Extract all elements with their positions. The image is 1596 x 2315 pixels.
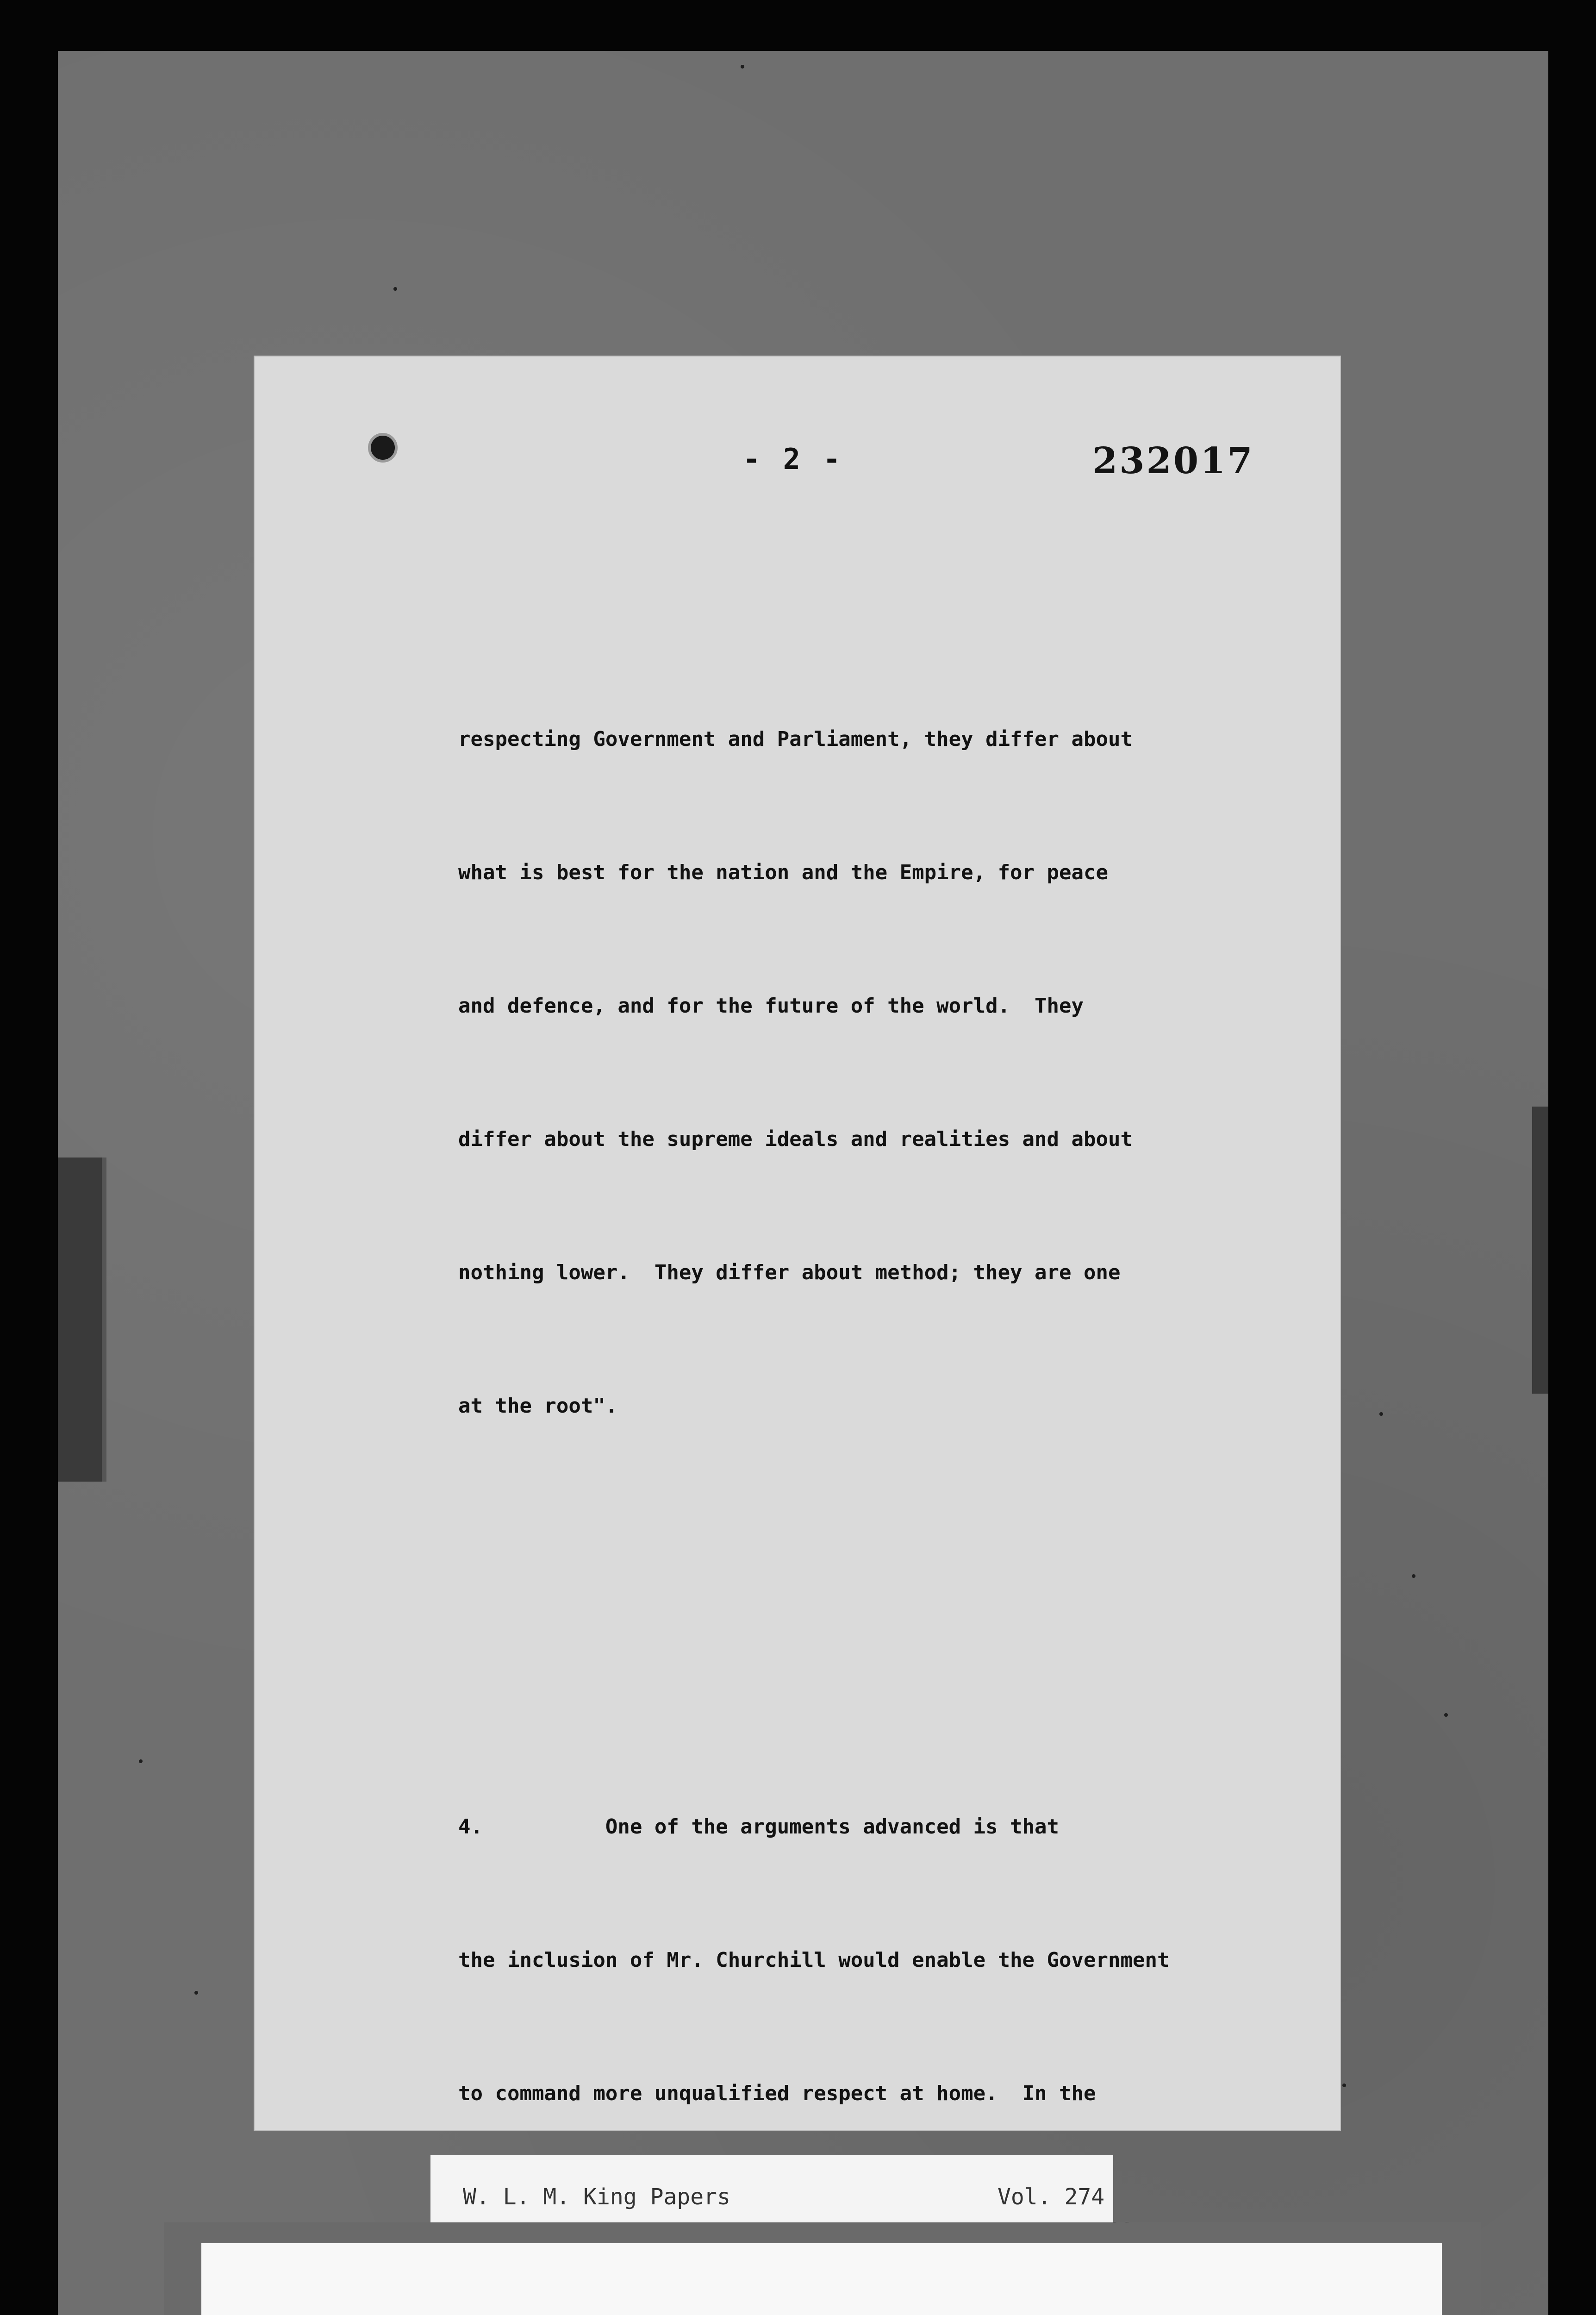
document-id: 232017 — [1092, 440, 1254, 482]
dust-speck — [1412, 1574, 1415, 1578]
dust-speck — [393, 287, 397, 291]
text-line: respecting Government and Parliament, they differ about — [458, 727, 1133, 751]
body-text — [458, 539, 1268, 2315]
collection-name: W. L. M. King Papers — [463, 2184, 730, 2210]
page-number: - 2 - — [743, 442, 843, 476]
dust-speck — [139, 1759, 143, 1763]
right-clip — [1532, 1107, 1548, 1394]
paragraph — [458, 628, 1268, 1517]
text-line: nothing lower. They differ about method; they are one — [458, 1261, 1121, 1284]
text-line: what is best for the nation and the Empire, for peace — [458, 861, 1108, 884]
text-line: to command more unqualified respect at home. In the — [458, 2082, 1096, 2105]
dust-speck — [1444, 1713, 1448, 1717]
text-line: and defence, and for the future of the world. They — [458, 994, 1084, 1018]
text-line: differ about the supreme ideals and realities and about — [458, 1127, 1133, 1151]
punch-hole — [368, 433, 398, 463]
text-line: at the root". — [458, 1394, 618, 1418]
dust-speck — [1342, 2084, 1346, 2087]
left-clip — [58, 1158, 106, 1482]
dust-speck — [194, 1991, 198, 1995]
text-line: the inclusion of Mr. Churchill would enable the Government — [458, 1948, 1170, 1972]
dust-speck — [741, 65, 744, 69]
volume-number: Vol. 274 — [998, 2184, 1105, 2210]
paragraph-gap — [458, 1606, 1268, 1627]
text-line: 4. One of the arguments advanced is that — [458, 1815, 1060, 1839]
archive-stamp — [201, 2243, 1442, 2315]
dust-speck — [1379, 1412, 1383, 1416]
